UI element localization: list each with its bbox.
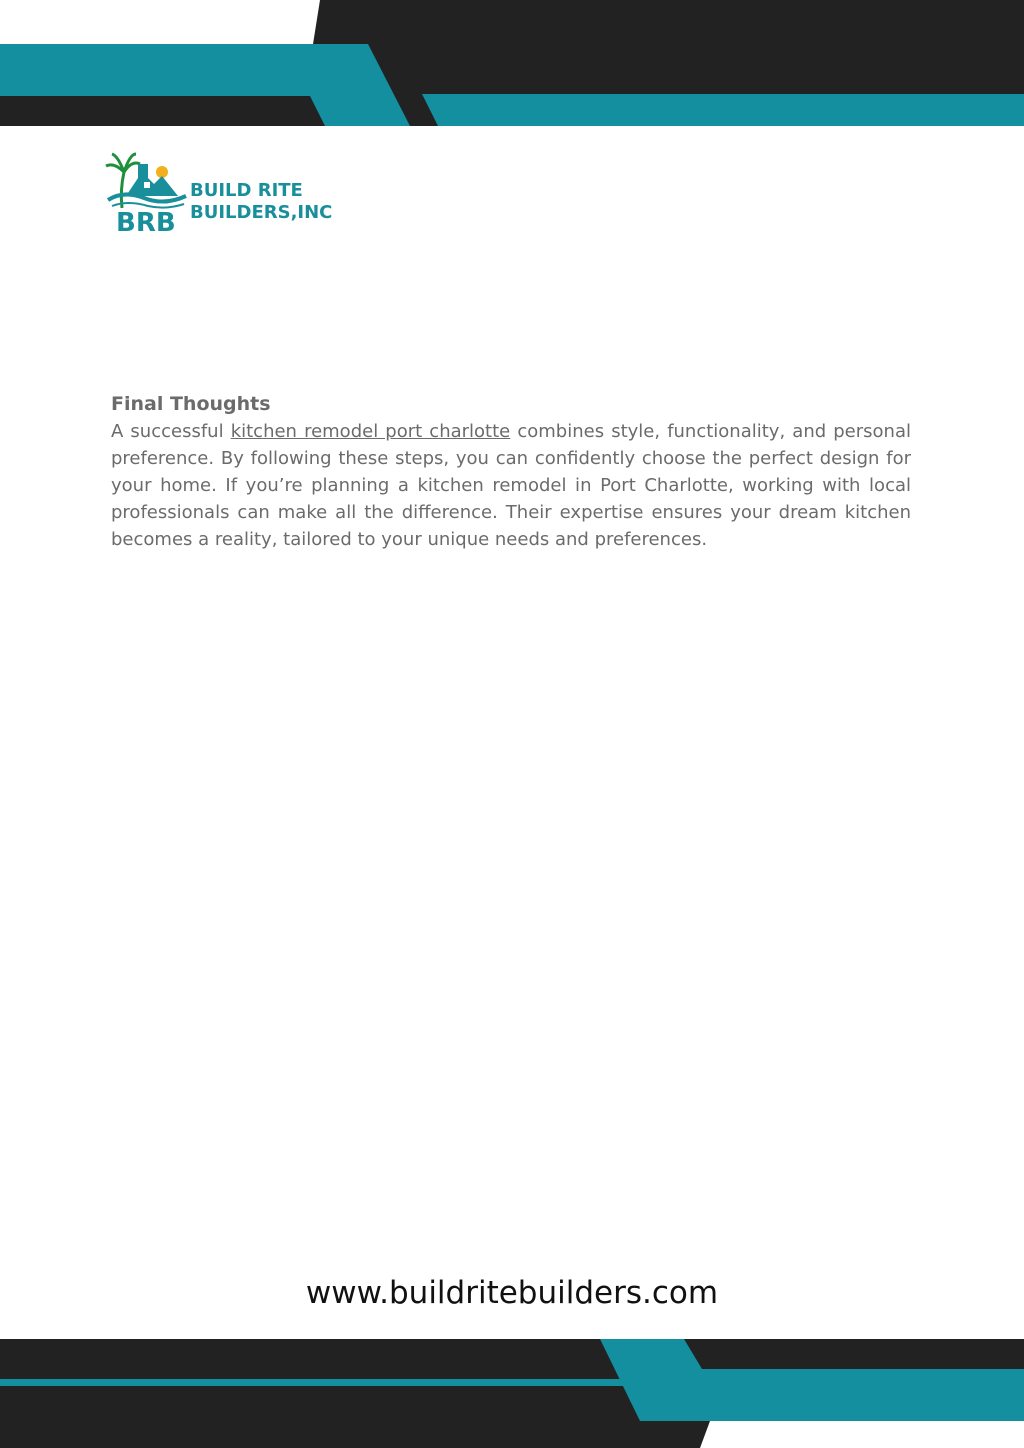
paragraph-lead-text: A successful [111,421,231,442]
article-section [111,391,911,553]
logo-name-line1: BUILD RITE [190,180,303,201]
header-band [0,0,1024,126]
article-heading: Final Thoughts [111,393,271,415]
header-teal-shape-right [422,94,1024,126]
header-dark-strip [0,96,325,126]
footer-white-cut [700,1421,1024,1448]
website-url: www.buildritebuilders.com [305,1275,719,1311]
logo-company-name [190,180,332,224]
logo-initials: BRB [116,208,176,238]
header-band-graphic [0,0,1024,126]
paragraph-body-text: combines style, functionality, and personal preference. By following these steps, you can confidently choose the perfect design for your home. If you’re planning a kitchen remodel in Port Charlotte, working with local professionals can make all the difference. Their expertise ensures your dream kitchen becomes a reality, tailored to your unique needs and preferences. [111,421,911,550]
logo-name-line2: BUILDERS,INC [190,202,333,223]
footer-band-graphic [0,1339,1024,1448]
footer-teal-line [0,1379,626,1386]
kitchen-remodel-link[interactable]: kitchen remodel port charlotte [230,421,511,442]
article-paragraph [111,418,911,553]
footer-band [0,1339,1024,1448]
brand-logo [104,150,354,242]
